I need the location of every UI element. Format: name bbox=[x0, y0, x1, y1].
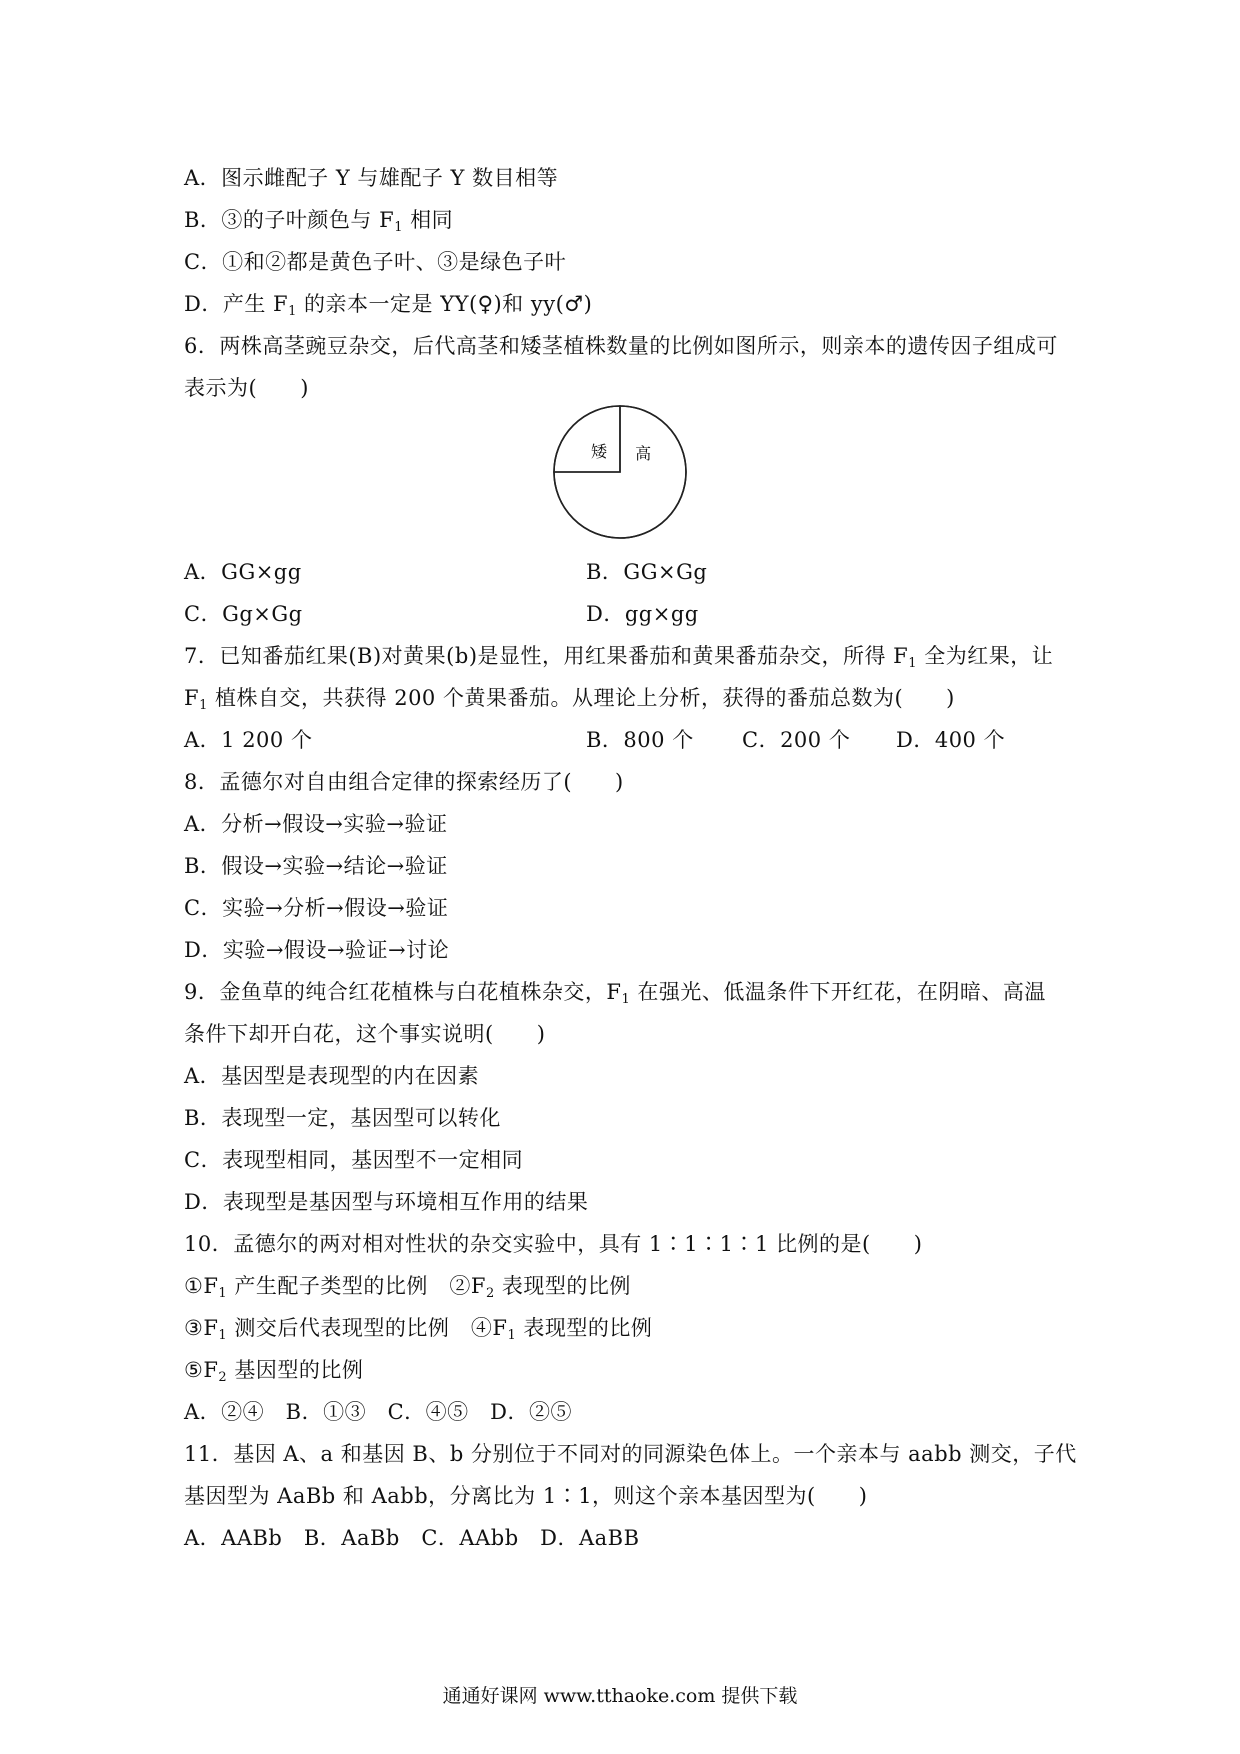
q5-option-c-text: C．①和②都是黄色子叶、③是绿色子叶 bbox=[184, 250, 567, 274]
pie-label-short: 矮 bbox=[590, 441, 608, 461]
q5-option-c bbox=[184, 248, 566, 276]
q8-stem: 8．孟德尔对自由组合定律的探索经历了( ) bbox=[184, 770, 624, 794]
q5-option-a-text: A．图示雌配子 Y 与雄配子 Y 数目相等 bbox=[184, 166, 559, 190]
q10-item4-subscript: 1 bbox=[507, 1328, 517, 1343]
q7-stem-line2-subscript: 1 bbox=[199, 698, 208, 713]
q11-stem-line1: 11．基因 A、a 和基因 B、b 分别位于不同对的同源染色体上。一个亲本与 aabb 测交，子代 bbox=[184, 1442, 1077, 1466]
q7-stem-line2-text: F bbox=[184, 686, 200, 710]
q6-option-c: C．Gg×Gg bbox=[184, 602, 303, 626]
q10-item3-end: 测交后代表现型的比例 bbox=[227, 1316, 450, 1340]
q7-stem-line1 bbox=[184, 642, 1053, 678]
q6-option-a: A．GG×gg bbox=[184, 560, 302, 584]
q7-option-a: A．1 200 个 bbox=[184, 728, 313, 752]
q5-option-b-text: B．③的子叶颜色与 F bbox=[184, 208, 395, 232]
q8-option-a: A．分析→假设→实验→验证 bbox=[184, 812, 448, 836]
q9-stem-line1-text: 9．金鱼草的纯合红花植株与白花植株杂交，F bbox=[184, 980, 622, 1004]
q8-option-b: B．假设→实验→结论→验证 bbox=[184, 854, 448, 878]
q9-stem-line1-text-end: 在强光、低温条件下开红花，在阴暗、高温 bbox=[630, 980, 1046, 1004]
q5-option-b-subscript: 1 bbox=[394, 220, 403, 235]
q9-stem-line2: 条件下却开白花，这个事实说明( ) bbox=[184, 1022, 546, 1046]
q8-option-d: D．实验→假设→验证→讨论 bbox=[184, 938, 450, 962]
q10-item5-end: 基因型的比例 bbox=[227, 1358, 364, 1382]
q10-item4-end: 表现型的比例 bbox=[516, 1316, 653, 1340]
q5-option-a bbox=[184, 164, 558, 192]
q10-items-row1 bbox=[184, 1272, 631, 1308]
q9-option-a: A．基因型是表现型的内在因素 bbox=[184, 1064, 480, 1088]
q10-item5: ⑤F bbox=[184, 1358, 219, 1382]
q10-item2: ②F bbox=[449, 1274, 486, 1298]
q7-stem-line1-subscript: 1 bbox=[908, 656, 918, 671]
q8-option-c: C．实验→分析→假设→验证 bbox=[184, 896, 449, 920]
q5-option-d bbox=[184, 290, 592, 326]
q10-item2-end: 表现型的比例 bbox=[494, 1274, 631, 1298]
q9-option-c: C．表现型相同，基因型不一定相同 bbox=[184, 1148, 524, 1172]
q7-stem-line1-text: 7．已知番茄红果(B)对黄果(b)是显性，用红果番茄和黄果番茄杂交，所得 F bbox=[184, 644, 909, 668]
q7-option-d: D．400 个 bbox=[896, 728, 1006, 752]
q5-option-d-text: D．产生 F bbox=[184, 292, 289, 316]
q9-option-b: B．表现型一定，基因型可以转化 bbox=[184, 1106, 501, 1130]
q7-stem-line2-text-end: 植株自交，共获得 200 个黄果番茄。从理论上分析，获得的番茄总数为( ) bbox=[207, 686, 955, 710]
q6-stem-line1: 6．两株高茎豌豆杂交，后代高茎和矮茎植株数量的比例如图所示，则亲本的遗传因子组成可 bbox=[184, 334, 1058, 358]
q10-item1-end: 产生配子类型的比例 bbox=[227, 1274, 428, 1298]
q10-item4: ④F bbox=[470, 1316, 508, 1340]
q10-item3: ③F bbox=[184, 1316, 219, 1340]
q10-options: A．②④ B．①③ C．④⑤ D．②⑤ bbox=[184, 1400, 573, 1424]
q9-stem-line1 bbox=[184, 978, 1046, 1014]
q10-items-row3 bbox=[184, 1356, 363, 1392]
q5-option-d-text-end: 的亲本一定是 YY(♀)和 yy(♂) bbox=[296, 292, 593, 316]
q10-item1-subscript: 1 bbox=[218, 1286, 228, 1301]
q6-option-d: D．gg×gg bbox=[586, 602, 699, 626]
q5-option-b-text-end: 相同 bbox=[402, 208, 454, 232]
q10-item5-subscript: 2 bbox=[218, 1370, 228, 1385]
pie-slice-short bbox=[554, 406, 620, 472]
q11-options: A．AABb B．AaBb C．AAbb D．AaBB bbox=[184, 1526, 640, 1550]
q7-stem-line2 bbox=[184, 684, 955, 720]
q5-option-b bbox=[184, 206, 453, 242]
pie-label-tall: 高 bbox=[635, 443, 652, 463]
q6-options-row2 bbox=[184, 600, 699, 628]
q7-options bbox=[184, 726, 1006, 754]
q9-option-d: D．表现型是基因型与环境相互作用的结果 bbox=[184, 1190, 589, 1214]
q10-items-row2 bbox=[184, 1314, 652, 1350]
q9-stem-line1-subscript: 1 bbox=[621, 992, 631, 1007]
q11-stem-line2: 基因型为 AaBb 和 Aabb，分离比为 1∶1，则这个亲本基因型为( ) bbox=[184, 1484, 868, 1508]
page-footer: 通通好课网 www.tthaoke.com 提供下载 bbox=[442, 1685, 798, 1707]
q6-stem-line2: 表示为( ) bbox=[184, 376, 309, 400]
q10-item3-subscript: 1 bbox=[218, 1328, 228, 1343]
q10-stem: 10．孟德尔的两对相对性状的杂交实验中，具有 1∶1∶1∶1 比例的是( ) bbox=[184, 1232, 923, 1256]
q7-option-c: C．200 个 bbox=[742, 728, 851, 752]
q10-item1: ①F bbox=[184, 1274, 219, 1298]
q5-option-d-subscript: 1 bbox=[288, 304, 297, 319]
q6-option-b: B．GG×Gg bbox=[586, 560, 708, 584]
pie-chart bbox=[552, 404, 688, 540]
q7-option-b: B．800 个 bbox=[586, 728, 694, 752]
q10-item2-subscript: 2 bbox=[485, 1286, 495, 1301]
q6-options-row1 bbox=[184, 558, 708, 586]
q7-stem-line1-text-end: 全为红果，让 bbox=[917, 644, 1054, 668]
